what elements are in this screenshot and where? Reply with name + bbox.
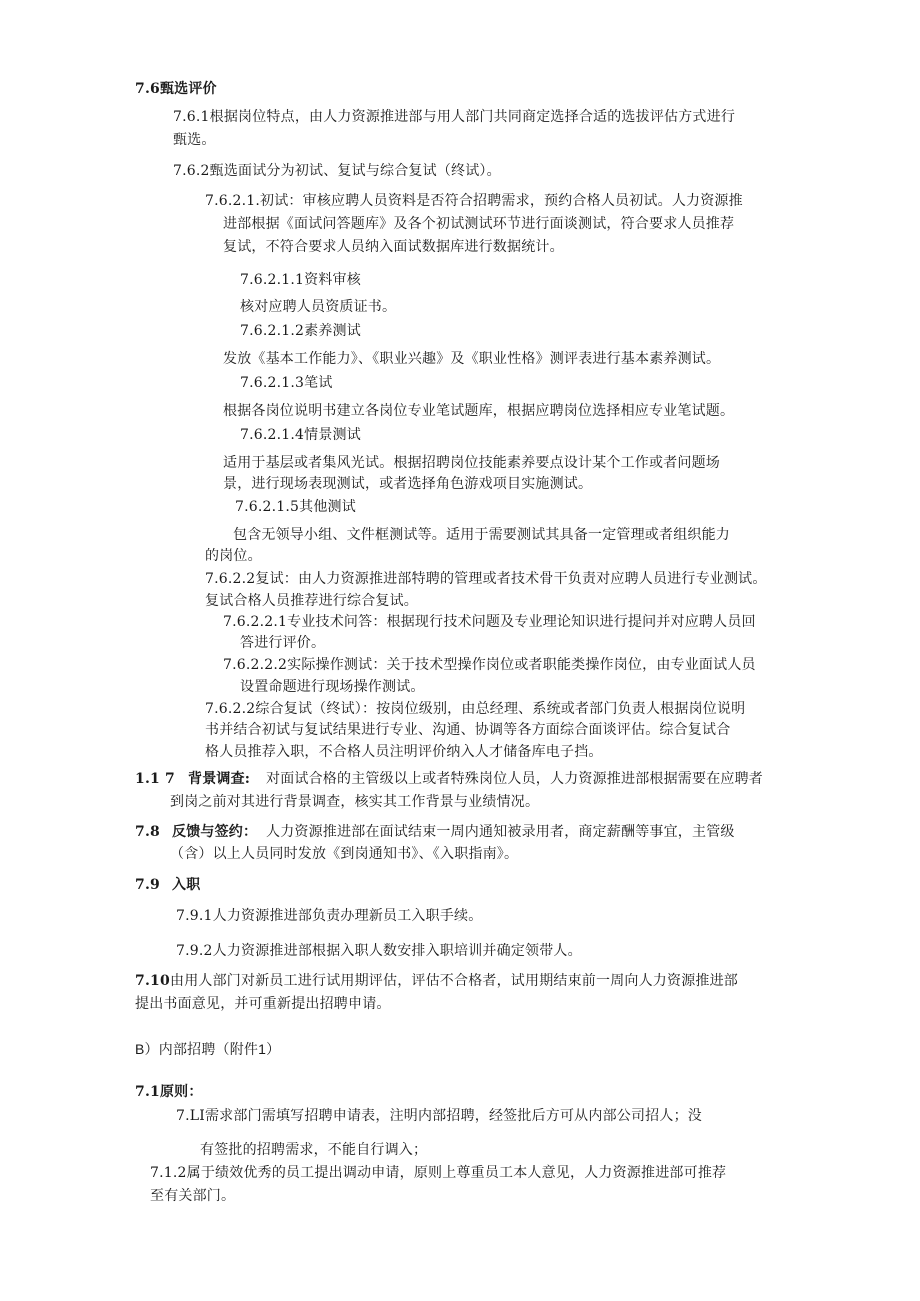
para-7-6-2-2-retest-line1: 7.6.2.2复试：由人力资源推进部特聘的管理或者技术骨干负责对应聘人员进行专业测试。 [205,571,767,587]
para-7-6-2-2-1-line1: 7.6.2.2.1专业技术问答：根据现行技术问题及专业理论知识进行提问并对应聘人员回 [223,614,756,630]
section-7-9-heading: 入职 [172,877,201,893]
para-7-6-2-2-retest-line2: 复试合格人员推荐进行综合复试。 [205,593,418,609]
section-7-8-heading: 反馈与签约： [172,824,258,840]
text-7-6-2-1-4-line1: 适用于基层或者集风光试。根据招聘岗位技能素养要点设计某个工作或者问题场 [223,455,720,471]
section-7-10-number: 7.10 [135,973,170,989]
heading-7-6-2-1-2: 7.6.2.1.2素养测试 [240,323,361,339]
para-7-6-2-2-2-line2: 设置命题进行现场操作测试。 [240,679,425,695]
para-7-9-1: 7.9.1人力资源推进部负责办理新员工入职手续。 [176,908,483,924]
heading-7-6-2-1-1: 7.6.2.1.1资料审核 [240,272,361,288]
para-7-6-2-2-final-line3: 格人员推荐入职，不合格人员注明评价纳入人才储备库电子挡。 [205,744,603,760]
section-7-6-title: 7.6甄选评价 [135,81,217,97]
heading-7-6-2-1-3: 7.6.2.1.3笔试 [240,375,333,391]
text-7-6-2-1-3: 根据各岗位说明书建立各岗位专业笔试题库，根据应聘岗位选择相应专业笔试题。 [223,403,735,419]
para-7-6-2: 7.6.2甄选面试分为初试、复试与综合复试（终试）。 [173,163,501,179]
para-7-9-2: 7.9.2人力资源推进部根据入职人数安排入职培训并确定领带人。 [176,943,582,959]
para-7-1-2-line1: 7.1.2属于绩效优秀的员工提出调动申请，原则上尊重员工本人意见，人力资源推进部可推荐 [150,1165,727,1181]
para-7-6-2-2-1-line2: 答进行评价。 [240,635,326,651]
para-7-6-2-1-line2: 进部根据《面试问答题库》及各个初试测试环节进行面谈测试，符合要求人员推荐 [223,216,735,232]
text-7-6-2-1-4-line2: 景，进行现场表现测试，或者选择角色游戏项目实施测试。 [223,476,593,492]
section-7-7-heading: 背景调查: [188,771,251,787]
text-7-6-2-1-5-line2: 的岗位。 [205,548,262,564]
para-7-6-1-line2: 甄选。 [173,132,216,148]
section-7-7-line2: 到岗之前对其进行背景调查，核实其工作背景与业绩情况。 [170,794,540,810]
para-7-6-2-1-line1: 7.6.2.1.初试：审核应聘人员资料是否符合招聘需求，预约合格人员初试。人力资源推 [205,193,743,209]
internal-recruitment-title: B）内部招聘（附件1） [135,1041,281,1057]
section-7-8-line1: 人力资源推进部在面试结束一周内通知被录用者，商定薪酬等事宜，主管级 [266,824,735,840]
text-7-6-2-1-2: 发放《基本工作能力》、《职业兴趣》及《职业性格》测评表进行基本素养测试。 [223,351,721,367]
para-7-6-2-1-line3: 复试，不符合要求人员纳入面试数据库进行数据统计。 [223,239,564,255]
para-7-6-2-2-final-line2: 书并结合初试与复试结果进行专业、沟通、协调等各方面综合面谈评估。综合复试合 [205,722,731,738]
para-7-6-1-line1: 7.6.1根据岗位特点，由人力资源推进部与用人部门共同商定选择合适的选拔评估方式进行 [173,109,736,125]
section-7-9-number: 7.9 [135,877,160,893]
para-7-1-1-line2: 有签批的招聘需求，不能自行调入； [200,1142,428,1158]
section-7-10-line2: 提出书面意见，并可重新提出招聘申请。 [135,996,391,1012]
section-7-8-line2: （含）以上人员同时发放《到岗通知书》、《入职指南》。 [170,846,519,862]
para-7-1-2-line2: 至有关部门。 [150,1188,236,1204]
heading-7-6-2-1-4: 7.6.2.1.4情景测试 [240,427,361,443]
heading-7-6-2-1-5: 7.6.2.1.5其他测试 [235,499,356,515]
section-7-7-number: 1.1 7 [135,771,175,787]
text-7-6-2-1-1: 核对应聘人员资质证书。 [240,299,397,315]
text-7-6-2-1-5-line1: 包含无领导小组、文件框测试等。适用于需要测试其具备一定管理或者组织能力 [233,527,730,543]
section-7-1-principle: 7.1原则： [135,1084,203,1100]
para-7-1-1-line1: 7.LI需求部门需填写招聘申请表，注明内部招聘，经签批后方可从内部公司招人；没 [176,1108,702,1124]
section-7-10-line1: 由用人部门对新员工进行试用期评估，评估不合格者，试用期结束前一周向人力资源推进部 [170,973,738,989]
para-7-6-2-2-final-line1: 7.6.2.2综合复试（终试）：按岗位级别，由总经理、系统或者部门负责人根据岗位说明 [205,701,746,717]
section-7-8-number: 7.8 [135,824,160,840]
section-7-7-line1: 对面试合格的主管级以上或者特殊岗位人员，人力资源推进部根据需要在应聘者 [266,771,763,787]
para-7-6-2-2-2-line1: 7.6.2.2.2实际操作测试：关于技术型操作岗位或者职能类操作岗位，由专业面试人员 [223,657,756,673]
